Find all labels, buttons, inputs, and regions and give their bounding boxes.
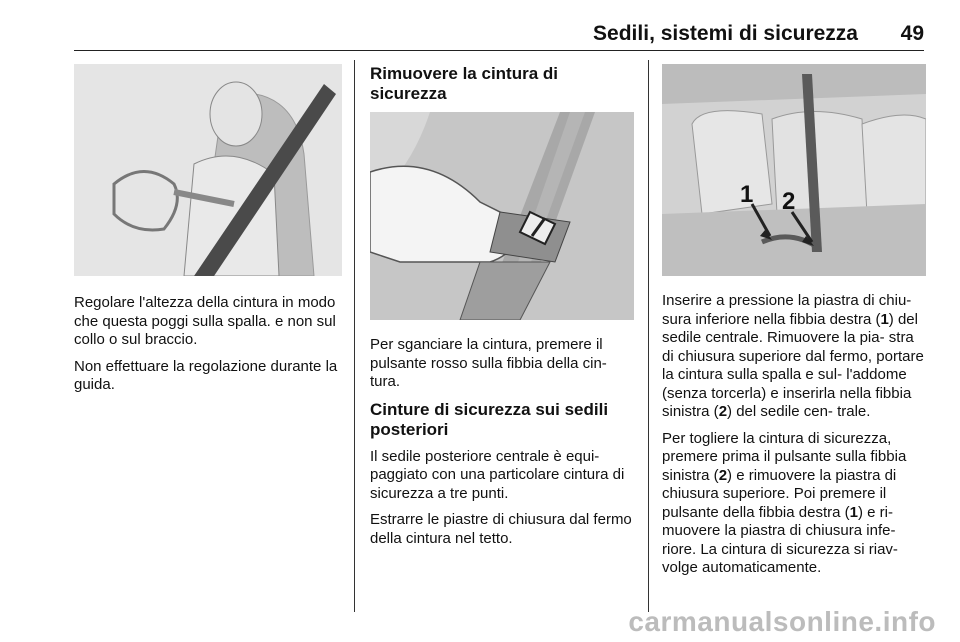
callout-1: 1 [740,181,754,208]
col3-paragraph-1: Inserire a pressione la piastra di chiu- sura inferiore nella fibbia destra (1) del sedile centrale. Rimuovere la pia- stra di chiusura superiore dal fermo, portare la cintura sulla spalla e sul- l'addome (senza torcerla) e inserirla nella fibbia sinistra (2) del sedile cen- trale. [662,292,924,420]
col2-paragraph-3: Estrarre le piastre di chiusura dal fermo della cintura nel tetto. [370,511,632,547]
col1-paragraph-2: Non effettuare la regolazione durante la guida. [74,357,338,393]
col1-paragraph-1: Regolare l'altezza della cintura in modo che questa poggi sulla spalla. e non sul collo o sul braccio. [74,294,336,348]
col2-paragraph-1: Per sganciare la cintura, premere il pulsante rosso sulla fibbia della cin- tura. [370,336,607,390]
header-divider [74,50,924,51]
col2-paragraph-2: Il sedile posteriore centrale è equi- paggiato con una particolare cintura di sicurezza a tre punti. [370,447,625,502]
column-divider-1 [354,60,355,612]
section-title-remove-belt: Rimuovere la cintura di sicurezza [370,64,558,103]
column-1 [74,64,342,403]
column-divider-2 [648,60,649,612]
subheading-rear-seat-belts: Cinture di sicurezza sui sedili posteriori [370,399,609,439]
col3-paragraph-2: Per togliere la cintura di sicurezza, premere prima il pulsante sulla fibbia sinistra (2) e rimuovere la piastra di chiusura superiore. Poi premere il pulsante della fibbia destra (1) e ri- muovere la piastra di chiusura infe- riore. La cintura di sicurezza si riav- volge automaticamente. [662,429,907,576]
buckle-release-illustration [370,112,634,320]
rear-seat-belt-illustration [662,64,926,276]
callout-2: 2 [782,188,796,215]
column-3 [662,64,926,586]
column-2 [370,64,634,556]
watermark-url: carmanualsonline.info [628,606,936,637]
page-header-title: Sedili, sistemi di sicurezza [593,22,858,45]
page-number: 49 [900,22,924,45]
driver-seatbelt-illustration [74,64,342,276]
